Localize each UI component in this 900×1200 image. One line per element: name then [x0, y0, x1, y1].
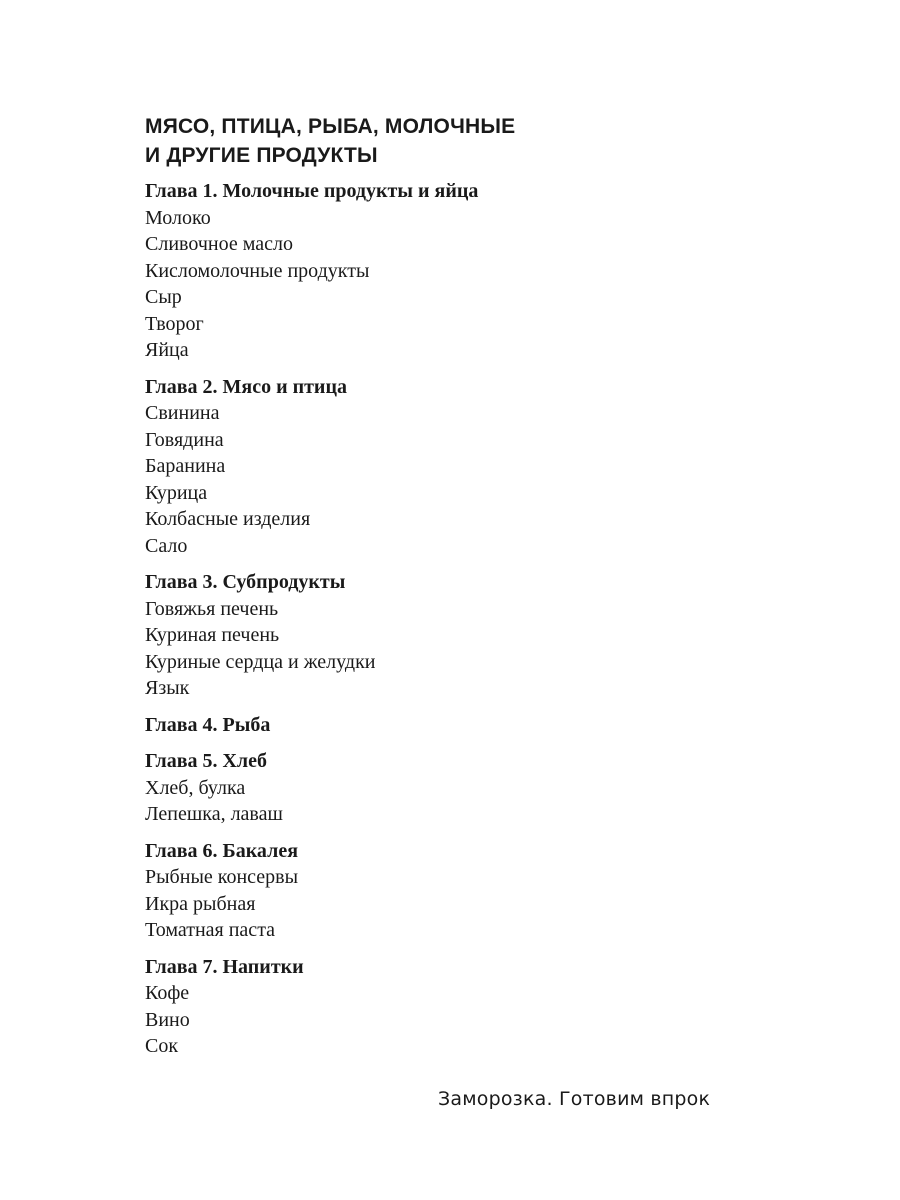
toc-entry: Курица [145, 481, 208, 504]
chapter-heading: Глава 1. Молочные продукты и яйца [145, 180, 479, 202]
chapter-heading: Глава 5. Хлеб [145, 750, 268, 772]
toc-entry: Кисломолочные продукты [145, 259, 370, 282]
chapter-entries [145, 864, 745, 944]
toc-entry: Сыр [145, 286, 182, 308]
chapter-6 [145, 838, 745, 944]
toc-entry: Хлеб, булка [145, 776, 246, 799]
toc-entry: Сок [145, 1035, 179, 1057]
chapter-7 [145, 954, 745, 1060]
toc-entry: Баранина [145, 455, 226, 477]
chapter-1 [145, 178, 745, 364]
chapter-entries [145, 980, 745, 1060]
chapter-2 [145, 374, 745, 560]
toc-entry: Говяжья печень [145, 597, 279, 620]
chapter-3 [145, 569, 745, 702]
toc-entry: Лепешка, лаваш [145, 803, 283, 825]
chapter-heading: Глава 6. Бакалея [145, 839, 299, 862]
toc-entry: Колбасные изделия [145, 508, 311, 530]
toc-entry: Рыбные консервы [145, 866, 299, 888]
toc-entry: Молоко [145, 206, 211, 229]
toc-entry: Сливочное масло [145, 233, 293, 255]
chapter-heading: Глава 7. Напитки [145, 955, 304, 978]
chapter-4 [145, 712, 745, 739]
toc-entry: Томатная паста [145, 919, 276, 941]
table-of-contents [145, 178, 745, 1070]
chapter-entries [145, 205, 745, 364]
chapter-heading: Глава 2. Мясо и птица [145, 375, 347, 398]
toc-entry: Творог [145, 312, 204, 335]
toc-entry: Язык [145, 677, 190, 699]
page-title [145, 112, 515, 170]
toc-entry: Кофе [145, 982, 190, 1004]
chapter-heading: Глава 3. Субпродукты [145, 571, 346, 593]
page-title-line-2: И ДРУГИЕ ПРОДУКТЫ [145, 144, 378, 167]
chapter-entries [145, 400, 745, 559]
toc-entry: Яйца [145, 339, 189, 361]
chapter-5 [145, 748, 745, 828]
toc-entry: Говядина [145, 428, 224, 451]
toc-entry: Куриная печень [145, 624, 280, 646]
running-footer: Заморозка. Готовим впрок [438, 1088, 711, 1110]
toc-entry: Вино [145, 1008, 190, 1031]
toc-entry: Сало [145, 534, 188, 557]
chapter-entries [145, 775, 745, 828]
chapter-entries [145, 596, 745, 702]
toc-entry: Куриные сердца и желудки [145, 650, 376, 673]
toc-entry: Икра рыбная [145, 892, 256, 915]
toc-entry: Свинина [145, 402, 220, 424]
chapter-heading: Глава 4. Рыба [145, 713, 271, 736]
page-title-line-1: МЯСО, ПТИЦА, РЫБА, МОЛОЧНЫЕ [145, 115, 516, 138]
